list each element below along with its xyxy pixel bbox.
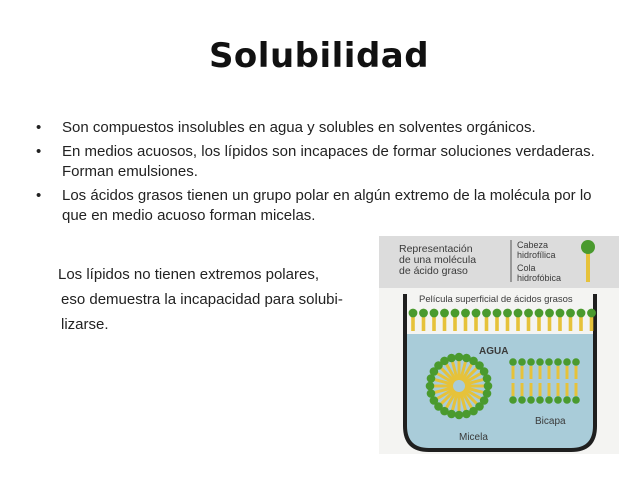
bilayer-molecule-tail	[521, 383, 524, 396]
bilayer-molecule-head	[509, 396, 517, 404]
surface-molecule-head	[535, 309, 544, 318]
bilayer-molecule-tail	[557, 366, 560, 379]
fatty-acid-diagram-svg	[379, 236, 619, 454]
bilayer-molecule-tail	[530, 383, 533, 396]
bilayer-molecule-head	[518, 396, 526, 404]
slide-title: Solubilidad	[208, 36, 430, 76]
bilayer-molecule-tail	[539, 366, 542, 379]
surface-molecule-head	[524, 309, 533, 318]
legend-head-line: hidrofílica	[517, 250, 556, 260]
surface-molecule-head	[472, 309, 481, 318]
bullet-list	[36, 118, 606, 230]
bilayer-molecule-head	[563, 396, 571, 404]
note-paragraph	[58, 262, 378, 337]
bilayer-molecule-tail	[566, 383, 569, 396]
micelle-molecule-head	[455, 411, 464, 420]
surface-molecule-head	[461, 309, 470, 318]
surface-molecule-head	[430, 309, 439, 318]
bilayer-molecule-tail	[530, 366, 533, 379]
legend-tail-line: hidrofóbica	[517, 273, 562, 283]
bilayer-molecule-head	[527, 358, 535, 366]
bilayer-molecule-tail	[548, 366, 551, 379]
surface-film-label: Película superficial de ácidos grasos	[419, 294, 573, 305]
bilayer-label: Bicapa	[535, 416, 566, 427]
bullet-item: • En medios acuosos, los lípidos son incapaces de formar soluciones verdaderas. Forman emulsiones.	[36, 142, 606, 182]
note-line: eso demuestra la incapacidad para solubi-	[61, 291, 343, 308]
surface-molecule-head	[493, 309, 502, 318]
micelle-molecule-head	[427, 389, 436, 398]
bilayer-molecule-head	[536, 396, 544, 404]
micelle-molecule-head	[447, 354, 456, 363]
micelle-molecule-head	[426, 382, 435, 391]
bilayer-molecule-tail	[512, 366, 515, 379]
bilayer-molecule-tail	[557, 383, 560, 396]
surface-molecule-head	[556, 309, 565, 318]
micelle-label: Micela	[459, 432, 488, 443]
bilayer-molecule-head	[536, 358, 544, 366]
surface-molecule-head	[440, 309, 449, 318]
micelle-molecule-head	[455, 353, 464, 362]
bilayer-molecule-tail	[566, 366, 569, 379]
legend-tail-line: Cola	[517, 263, 536, 273]
legend-head-line: Cabeza	[517, 240, 549, 250]
bilayer-molecule-head	[509, 358, 517, 366]
surface-molecule-head	[514, 309, 523, 318]
surface-molecule-head	[545, 309, 554, 318]
surface-molecule-head	[577, 309, 586, 318]
bilayer-molecule-head	[554, 396, 562, 404]
surface-molecule-head	[566, 309, 575, 318]
surface-molecule-head	[482, 309, 491, 318]
bilayer-molecule-tail	[548, 383, 551, 396]
surface-molecule-head	[409, 309, 418, 318]
bilayer-molecule-head	[545, 396, 553, 404]
legend-molecule-head	[581, 240, 595, 254]
bilayer-molecule-head	[554, 358, 562, 366]
surface-molecule-head	[503, 309, 512, 318]
bilayer-molecule-tail	[512, 383, 515, 396]
water-label: AGUA	[479, 346, 509, 357]
legend-molecule-tail	[586, 252, 590, 282]
bilayer-molecule-tail	[575, 383, 578, 396]
bilayer-molecule-head	[572, 396, 580, 404]
surface-molecule-head	[451, 309, 460, 318]
surface-molecule-head	[587, 309, 596, 318]
bilayer-molecule-head	[545, 358, 553, 366]
legend-representation-line: de una molécula	[399, 254, 477, 266]
bilayer-molecule-head	[527, 396, 535, 404]
note-line: Los lípidos no tienen extremos polares,	[58, 266, 319, 283]
micelle-molecule-head	[484, 382, 493, 391]
bilayer-molecule-head	[572, 358, 580, 366]
bilayer-molecule-tail	[539, 383, 542, 396]
bilayer-molecule-head	[518, 358, 526, 366]
surface-molecule-head	[419, 309, 428, 318]
bilayer-molecule-tail	[575, 366, 578, 379]
fatty-acid-diagram	[379, 236, 619, 454]
legend-representation-line: de ácido graso	[399, 265, 468, 277]
bilayer-molecule-head	[563, 358, 571, 366]
bullet-item: • Son compuestos insolubles en agua y solubles en solventes orgánicos.	[36, 118, 606, 138]
bilayer-molecule-tail	[521, 366, 524, 379]
bullet-item: • Los ácidos grasos tienen un grupo polar en algún extremo de la molécula por lo que en medio acuoso forman micelas.	[36, 186, 606, 226]
legend-representation-line: Representación	[399, 243, 473, 255]
micelle-molecule-head	[462, 410, 471, 419]
micelle-molecule-head	[483, 374, 492, 383]
note-line: lizarse.	[61, 316, 109, 333]
